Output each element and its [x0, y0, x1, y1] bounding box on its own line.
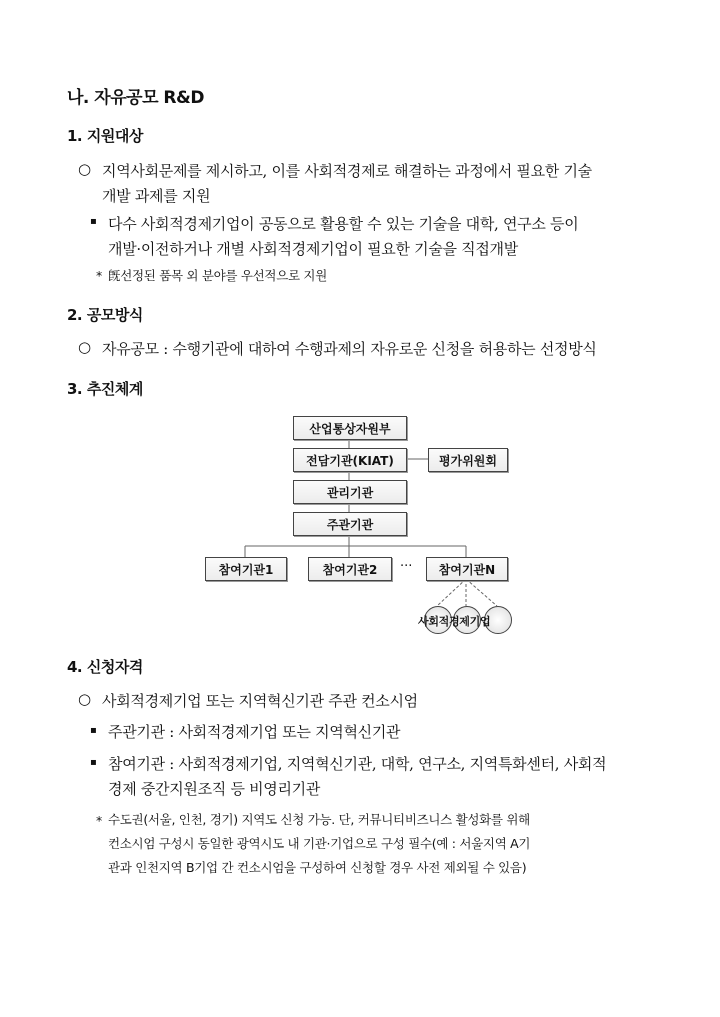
note-marker: * [96, 268, 102, 283]
s4-sub-1: 주관기관 : 사회적경제기업 또는 지역혁신기관 [108, 723, 401, 741]
node-committee: 평가위원회 [428, 448, 508, 472]
s4-bullet: 사회적경제기업 또는 지역혁신기관 주관 컨소시엄 [102, 692, 418, 710]
s4-sub-2-line1: 참여기관 : 사회적경제기업, 지역혁신기관, 대학, 연구소, 지역특화센터, 사회적 [108, 755, 607, 773]
s4-note-line2: 컨소시엄 구성시 동일한 광역시도 내 기관·기업으로 구성 필수(예 : 서울지역 A기 [108, 836, 531, 851]
bullet-marker: ○ [78, 338, 91, 356]
bullet-marker: ○ [78, 690, 91, 708]
bullet-marker: ○ [78, 160, 91, 178]
note-marker: * [96, 813, 102, 828]
section-heading-4: 4. 신청자격 [67, 658, 143, 676]
node-manager: 관리기관 [293, 480, 407, 504]
s4-note-line3: 관과 인천지역 B기업 간 컨소시엄을 구성하여 신청할 경우 사전 제외될 수 있음) [108, 860, 527, 875]
sub-marker: ▪ [90, 216, 97, 227]
node-participant-1: 참여기관1 [205, 557, 287, 581]
sub-marker: ▪ [90, 725, 97, 736]
node-social-enterprise: 사회적경제기업 [418, 615, 491, 628]
node-participant-n: 참여기관N [426, 557, 508, 581]
section-heading-2: 2. 공모방식 [67, 306, 143, 324]
s4-sub-2-line2: 경제 중간지원조직 등 비영리기관 [108, 780, 321, 798]
node-agency: 전담기관(KIAT) [293, 448, 407, 472]
page-title: 나. 자유공모 R&D [67, 88, 204, 108]
s4-note-line1: 수도권(서울, 인천, 경기) 지역도 신청 가능. 단, 커뮤니티비즈니스 활성화를 위해 [108, 812, 530, 827]
participants-ellipsis: ··· [400, 559, 413, 574]
s1-bullet-line1: 지역사회문제를 제시하고, 이를 사회적경제로 해결하는 과정에서 필요한 기술 [102, 162, 592, 180]
section-heading-3: 3. 추진체계 [67, 380, 143, 398]
section-heading-1: 1. 지원대상 [67, 127, 143, 145]
node-participant-2: 참여기관2 [308, 557, 392, 581]
node-ministry: 산업통상자원부 [293, 416, 407, 440]
s2-bullet: 자유공모 : 수행기관에 대하여 수행과제의 자유로운 신청을 허용하는 선정방식 [102, 340, 597, 358]
s1-sub-line2: 개발·이전하거나 개별 사회적경제기업이 필요한 기술을 직접개발 [108, 240, 518, 258]
s1-note: 旣선정된 품목 외 분야를 우선적으로 지원 [108, 268, 327, 283]
sub-marker: ▪ [90, 757, 97, 768]
s1-sub-line1: 다수 사회적경제기업이 공동으로 활용할 수 있는 기술을 대학, 연구소 등이 [108, 215, 579, 233]
node-lead: 주관기관 [293, 512, 407, 536]
s1-bullet-line2: 개발 과제를 지원 [102, 187, 211, 205]
